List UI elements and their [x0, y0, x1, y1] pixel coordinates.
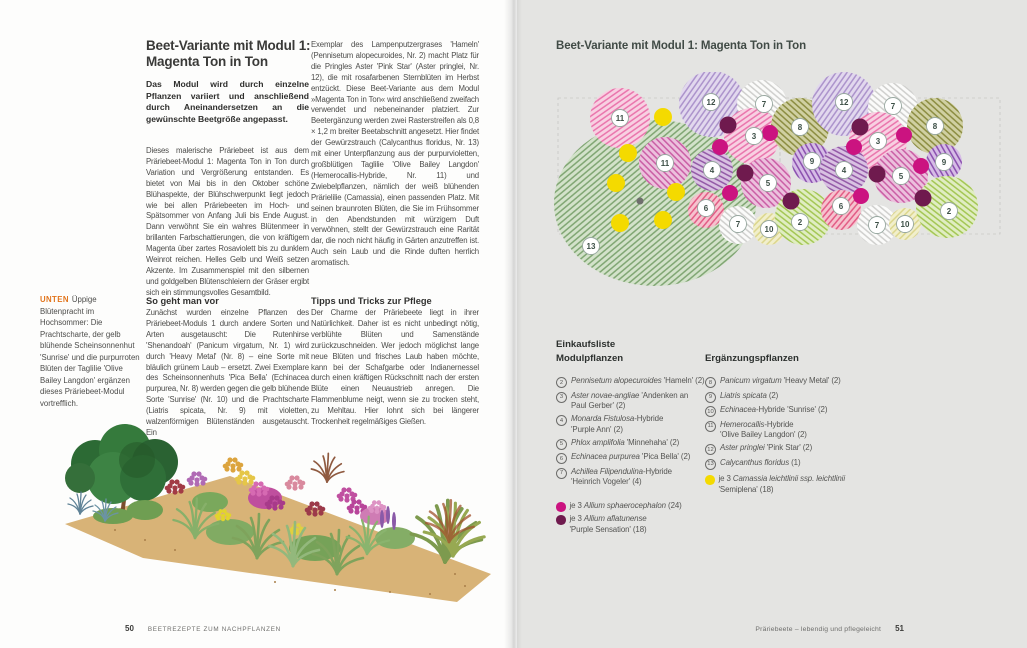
allium-aflatunense-dot [852, 119, 869, 136]
shopping-list-item [556, 438, 708, 450]
svg-text:7: 7 [761, 99, 767, 109]
svg-text:8: 8 [797, 122, 803, 132]
item-number-badge: 3 [556, 392, 567, 403]
plant-number-label [657, 155, 674, 172]
page-title: Beet-Variante mit Modul 1: Magenta Ton in Ton [146, 38, 311, 69]
caption-text: Üppige Blütenpracht im Hochsommer: Die Prachtscharte, der gelb blühende Scheinsonnenhut 'Sunrise' und die purpurroten Blüten der Taglilie 'Olive Bailey Langdon' ergänzen dieses Präriebeet-Modul vortrefflich. [40, 295, 140, 408]
svg-text:10: 10 [764, 224, 774, 234]
svg-text:7: 7 [735, 219, 741, 229]
plant-number-label [792, 214, 809, 231]
camassia-bulb-dot [654, 108, 672, 126]
svg-text:5: 5 [765, 178, 771, 188]
bulb-list-item [705, 474, 890, 495]
item-text: je 3 Camassia leichtlinii ssp. leichtlinii 'Semiplena' (18) [718, 474, 845, 494]
svg-text:8: 8 [932, 121, 938, 131]
module-plants-list [556, 376, 708, 491]
allium-sphaerocephalon-dot [762, 125, 778, 141]
shopping-list-item [556, 467, 708, 488]
plant-number-label [612, 110, 629, 127]
allium-sphaerocephalon-dot [722, 185, 738, 201]
plant-number-label [704, 162, 721, 179]
shopping-list-item [705, 443, 890, 455]
allium-aflatunense-dot [783, 193, 800, 210]
plant-number-label [836, 162, 853, 179]
running-title-right: Präriebeete – lebendig und pflegeleicht [755, 626, 882, 633]
svg-text:3: 3 [751, 131, 757, 141]
svg-text:12: 12 [706, 97, 716, 107]
plant-number-label [936, 154, 953, 171]
svg-text:10: 10 [900, 219, 910, 229]
allium-aflatunense-dot [915, 190, 932, 207]
item-number-badge: 4 [556, 415, 567, 426]
bulb-list-item [556, 514, 708, 535]
section-heading-so-geht-man-vor: So geht man vor [146, 296, 219, 306]
item-text: Echinacea purpurea 'Pica Bella' (2) [571, 452, 691, 462]
plant-number-label [897, 216, 914, 233]
section1-body: Zunächst wurden einzelne Pflanzen des Präriebeet-Moduls 1 durch andere Sorten und Arten ausgetauscht: Die Rutenhirse 'Shenandoah' (Panicum virgatum, Nr. 1) wird durch 'Heavy Metal' (Nr. 8) – eine Sorte mit bläulich grünem Laub – ersetzt. Zwei Exemplare des Scheinsonnenhuts 'Pica Bella' (Echinacea purpurea, Nr. 8) werden gegen die gelb blühende Sorte 'Sunrise' (Nr. 10) und die Prachtscharte (Liatris spicata, Nr. 9) mit violetten, walzenförmigen Blütenständen ausgetauscht. Ein [146, 308, 309, 437]
allium-sphaerocephalon-dot [712, 139, 728, 155]
svg-text:11: 11 [660, 158, 670, 168]
running-title-left: BEETREZEPTE ZUM NACHPFLANZEN [147, 626, 281, 633]
column2-body: Exemplar des Lampenputzergrases 'Hameln' (Pennisetum alopecuroides, Nr. 2) macht Platz für die Pringles Aster 'Pink Star' (Aster pringlei, Nr. 12), die mit rosafarbenen Sternblüten im Herbst entzückt. Diese Beet-Variante aus dem Modul »Magenta Ton in Ton« wird anschließend zweifach verwendet und nebeneinander platziert. Zur Beetergänzung werden zwei Rasterstreifen als 0,8 × 1,2 m breiter Beetabschnitt angesetzt. Hier findet der Gewürzstrauch (Calycanthus floridus, Nr. 13) mit einer Unterpflanzung aus der purpurvioletten, großblütigen Taglilie 'Olive Bailey Langdon' (Hemerocallis-Hybride, Nr. 11) und Zwiebelpflanzen, nämlich der weiß blühenden Prärielilie (Camassia), einen passenden Platz. Mit seinen braunroten Blüten, die Sie im Frühsommer in den Abendstunden mit würzigem Duft verwöhnen, stellt der Gewürzstrauch eine Rarität dar, die noch nicht häufig in Gärten anzutreffen ist. Auch sein Laub und die Rinde duften herrlich aromatisch. [311, 40, 479, 268]
item-number-badge: 9 [705, 392, 716, 403]
shopping-list-item [705, 376, 890, 388]
shopping-list-item [556, 391, 708, 412]
item-text: Hemerocallis-Hybride 'Olive Bailey Langdon' (2) [720, 419, 807, 440]
svg-text:7: 7 [874, 220, 880, 230]
camassia-bulb-dot [619, 144, 637, 162]
allium-sphaerocephalon-dot [846, 139, 862, 155]
svg-text:9: 9 [809, 156, 815, 166]
item-number-badge: 12 [705, 444, 716, 455]
plant-number-label [941, 203, 958, 220]
svg-text:6: 6 [703, 203, 709, 213]
shopping-list-item [556, 376, 708, 388]
page-gutter-shadow [504, 0, 522, 648]
extra-plants-heading: Ergänzungspflanzen [705, 353, 799, 364]
svg-text:9: 9 [941, 157, 947, 167]
bed-illustration [25, 424, 495, 620]
shopping-list-item [705, 391, 890, 403]
item-text: Phlox amplifolia 'Minnehaha' (2) [571, 437, 680, 447]
item-text: Echinacea-Hybride 'Sunrise' (2) [720, 405, 828, 414]
item-text: Panicum virgatum 'Heavy Metal' (2) [720, 376, 841, 385]
right-page-title: Beet-Variante mit Modul 1: Magenta Ton in Ton [556, 40, 806, 52]
section-heading-tipps-und-tricks: Tipps und Tricks zur Pflege [311, 296, 432, 306]
svg-text:11: 11 [615, 113, 625, 123]
shopping-list-item [705, 405, 890, 417]
svg-text:5: 5 [898, 171, 904, 181]
allium-sphaerocephalon-dot [913, 158, 929, 174]
plant-number-label [804, 153, 821, 170]
item-number-badge: 13 [705, 459, 716, 470]
plant-number-label [833, 198, 850, 215]
bulbs-list-left [556, 501, 708, 538]
item-number-badge: 7 [556, 468, 567, 479]
section2-body: Der Charme der Präriebeete liegt in ihrer Natürlichkeit. Daher ist es nicht unbedingt nötig, verblühte Blüten und Samenstände zurückzuschneiden. Wer jedoch möglichst lange neue Blüten und frisches Laub haben möchte, kann bei der Schafgarbe oder Indianernessel durch einen kräftigen Rückschnitt nach der ersten Blüte einen Neuaustrieb anregen. Die Flammenblume neigt, wenn sie zu trocken steht, zu Mehltau. Hier lohnt sich bei längerer Trockenheit regelmäßiges Gießen. [311, 308, 479, 427]
allium-sphaerocephalon-dot [896, 127, 912, 143]
camassia-bulb-dot [654, 211, 672, 229]
svg-text:4: 4 [709, 165, 715, 175]
item-number-badge: 10 [705, 406, 716, 417]
shopping-list-item [556, 452, 708, 464]
item-text: Monarda Fistulosa-Hybride 'Purple Ann' (2) [571, 414, 664, 434]
extra-plants-list [705, 376, 890, 472]
right-page-footer [556, 624, 904, 633]
item-text: Aster pringlei 'Pink Star' (2) [720, 443, 813, 453]
column1-body: Dieses malerische Präriebeet ist aus dem Präriebeet-Modul 1: Magenta Ton in Ton durch Variation und Vergrößerung entstanden. Es bietet von Mai bis in den Oktober schöne Blühaspekte, der Blühschwerpunkt liegt jedoch wie bei allen Präriebeeten im Hoch- und Spätsommer von Anfang Juli bis Ende August. Dann verwöhnt Sie ein wahres Blütenmeer in brillanten Farbschattierungen, die von kräftigem Magenta über zartes Rosaviolett bis zu dunklem Weinrot reichen. Helles Gelb und Weiß setzen Akzente. Im Zusammenspiel mit den silbernen und goldgelben Blütenschleiern der Gräser ergibt sich ein stimmungsvolles Gesamtbild. [146, 146, 309, 297]
plant-number-label [703, 94, 720, 111]
camassia-bulb-dot [607, 174, 625, 192]
plant-number-label [792, 119, 809, 136]
plant-number-label [885, 98, 902, 115]
svg-text:2: 2 [946, 206, 952, 216]
item-text: Achillea Filipendulina-Hybride 'Heinrich Vogeler' (4) [571, 466, 672, 487]
plant-number-label [746, 128, 763, 145]
item-number-badge: 2 [556, 377, 567, 388]
bulb-color-dot [705, 475, 715, 485]
plant-number-label [870, 133, 887, 150]
bulbs-list-right [705, 474, 890, 498]
plant-number-label [893, 168, 910, 185]
bulb-list-item [556, 501, 708, 512]
plant-number-label [583, 238, 600, 255]
left-page-footer [125, 624, 281, 633]
svg-text:6: 6 [838, 201, 844, 211]
photo-caption [40, 294, 140, 409]
bulb-color-dot [556, 502, 566, 512]
plant-number-label [761, 221, 778, 238]
shopping-list-item [556, 414, 708, 435]
plant-number-label [756, 96, 773, 113]
plant-number-label [836, 94, 853, 111]
shrub-stem-dot [637, 198, 644, 205]
item-number-badge: 5 [556, 439, 567, 450]
item-number-badge: 6 [556, 453, 567, 464]
allium-aflatunense-dot [720, 117, 737, 134]
bulb-color-dot [556, 515, 566, 525]
allium-sphaerocephalon-dot [853, 188, 869, 204]
item-number-badge: 11 [705, 421, 716, 432]
camassia-bulb-dot [667, 183, 685, 201]
plant-number-label [730, 216, 747, 233]
item-text: Aster novae-angliae 'Andenken an Paul Gerber' (2) [571, 390, 689, 411]
shopping-list-heading: Einkaufsliste Modulpflanzen [556, 339, 624, 364]
item-text: je 3 Allium sphaerocephalon (24) [569, 501, 682, 510]
page-number-right: 51 [895, 624, 904, 633]
allium-aflatunense-dot [869, 166, 886, 183]
page-number-left: 50 [125, 624, 134, 633]
svg-text:4: 4 [841, 165, 847, 175]
plant-number-label [869, 217, 886, 234]
svg-text:12: 12 [839, 97, 849, 107]
plant-number-label [698, 200, 715, 217]
svg-text:3: 3 [875, 136, 881, 146]
intro-paragraph: Das Modul wird durch einzelne Pflanzen variiert und anschließend durch Aneinandersetzen an die gewünschte Beetgröße angepasst. [146, 79, 309, 124]
shopping-list-item [705, 420, 890, 441]
allium-aflatunense-dot [737, 165, 754, 182]
svg-text:2: 2 [797, 217, 803, 227]
item-number-badge: 8 [705, 377, 716, 388]
shopping-list-item [705, 458, 890, 470]
plant-number-label [927, 118, 944, 135]
planting-plan-diagram [548, 72, 1003, 334]
svg-text:7: 7 [890, 101, 896, 111]
item-text: je 3 Allium aflatunense 'Purple Sensation' (18) [569, 514, 647, 534]
plant-number-label [760, 175, 777, 192]
svg-text:13: 13 [586, 241, 596, 251]
item-text: Calycanthus floridus (1) [720, 457, 801, 467]
item-text: Liatris spicata (2) [720, 390, 779, 400]
caption-label: UNTEN [40, 295, 69, 304]
item-text: Pennisetum alopecuroides 'Hameln' (2) [571, 376, 705, 385]
camassia-bulb-dot [611, 214, 629, 232]
